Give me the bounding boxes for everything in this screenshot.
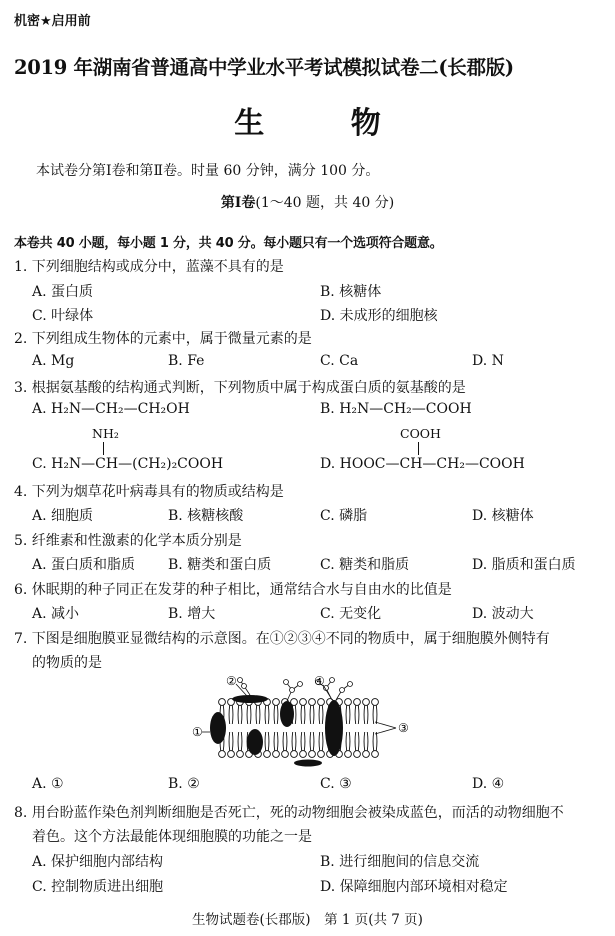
option-c: C. ③ <box>320 776 352 792</box>
option-a: A. ① <box>32 776 64 792</box>
peripheral-protein <box>294 760 322 767</box>
phospholipid-tail <box>238 732 239 751</box>
phospholipid-head <box>300 699 307 706</box>
option-a: A. 蛋白质 <box>32 284 94 300</box>
page-footer: 生物试题卷(长郡版) 第 1 页(共 7 页) <box>192 912 423 928</box>
option-c-side-group: NH₂ <box>92 426 119 441</box>
option-c: C. H₂N—CH—(CH₂)₂COOH <box>32 456 224 472</box>
phospholipid-tail <box>346 732 347 751</box>
phospholipid-tail <box>349 705 350 724</box>
option-d: D. ④ <box>472 776 505 792</box>
phospholipid-head <box>345 699 352 706</box>
label-1: ① <box>192 725 203 739</box>
option-c: C. 无变化 <box>320 606 382 622</box>
bond-line <box>103 442 104 455</box>
phospholipid-tail <box>229 732 230 751</box>
phospholipid-head <box>345 751 352 758</box>
exam-title: 2019 年湖南省普通高中学业水平考试模拟试卷二(长郡版) <box>14 56 514 79</box>
phospholipid-head <box>273 751 280 758</box>
phospholipid-tail <box>268 732 269 751</box>
phospholipid-tail <box>295 732 296 751</box>
phospholipid-head <box>318 699 325 706</box>
phospholipid-tail <box>265 705 266 724</box>
exam-intro: 本试卷分第Ⅰ卷和第Ⅱ卷。时量 60 分钟，满分 100 分。 <box>36 163 380 179</box>
phospholipid-tail <box>376 732 377 751</box>
phospholipid-head <box>372 699 379 706</box>
phospholipid-tail <box>367 732 368 751</box>
phospholipid-head <box>309 751 316 758</box>
option-d: D. HOOC—CH—CH₂—COOH <box>320 456 525 472</box>
question-stem: 3. 根据氨基酸的结构通式判断，下列物质中属于构成蛋白质的氨基酸的是 <box>14 380 466 396</box>
membrane-protein <box>210 712 226 744</box>
question-stem: 4. 下列为烟草花叶病毒具有的物质或结构是 <box>14 484 284 500</box>
option-d: D. 脂质和蛋白质 <box>472 557 576 573</box>
phospholipid-tail <box>238 705 239 724</box>
phospholipid-tail <box>247 705 248 724</box>
phospholipid-head <box>228 751 235 758</box>
option-b: B. 核糖体 <box>320 284 382 300</box>
phospholipid-tail <box>349 732 350 751</box>
option-c: C. Ca <box>320 353 359 369</box>
phospholipid-tail <box>346 705 347 724</box>
phospholipid-tail <box>241 732 242 751</box>
phospholipid-tail <box>304 732 305 751</box>
option-b: B. 进行细胞间的信息交流 <box>320 854 480 870</box>
phospholipid-tail <box>355 705 356 724</box>
option-b: B. ② <box>168 776 200 792</box>
membrane-protein <box>280 701 294 727</box>
phospholipid-head <box>309 699 316 706</box>
phospholipid-tail <box>277 705 278 724</box>
option-b: B. 核糖核酸 <box>168 508 244 524</box>
option-b: B. 增大 <box>168 606 216 622</box>
phospholipid-head <box>291 751 298 758</box>
phospholipid-tail <box>286 732 287 751</box>
phospholipid-tail <box>310 705 311 724</box>
phospholipid-tail <box>358 705 359 724</box>
phospholipid-tail <box>373 705 374 724</box>
phospholipid-tail <box>319 732 320 751</box>
option-a: A. Mg <box>32 353 75 369</box>
option-d: D. 保障细胞内部环境相对稳定 <box>320 879 508 895</box>
option-d: D. 波动大 <box>472 606 534 622</box>
question-stem: 2. 下列组成生物体的元素中，属于微量元素的是 <box>14 331 312 347</box>
option-c: C. 叶绿体 <box>32 308 94 324</box>
phospholipid-tail <box>355 732 356 751</box>
glycoprotein <box>232 695 268 703</box>
option-c: C. 糖类和脂质 <box>320 557 410 573</box>
phospholipid-head <box>264 751 271 758</box>
part-heading <box>0 192 615 212</box>
phospholipid-tail <box>268 705 269 724</box>
phospholipid-head <box>372 751 379 758</box>
question-stem: 7. 下图是细胞膜亚显微结构的示意图。在①②③④不同的物质中，属于细胞膜外侧特有 <box>14 631 550 647</box>
question-stem: 8. 用台盼蓝作染色剂判断细胞是否死亡，死的动物细胞会被染成蓝色，而活的动物细胞不 <box>14 805 564 821</box>
phospholipid-tail <box>265 732 266 751</box>
phospholipid-head <box>219 699 226 706</box>
phospholipid-tail <box>274 732 275 751</box>
phospholipid-tail <box>319 705 320 724</box>
phospholipid-tail <box>373 732 374 751</box>
question-stem: 6. 休眠期的种子同正在发芽的种子相比，通常结合水与自由水的比值是 <box>14 582 452 598</box>
phospholipid-tail <box>364 732 365 751</box>
phospholipid-tail <box>256 705 257 724</box>
phospholipid-head <box>354 751 361 758</box>
phospholipid-tail <box>232 705 233 724</box>
option-d: D. 核糖体 <box>472 508 534 524</box>
label-4: ④ <box>314 674 325 688</box>
phospholipid-head <box>282 751 289 758</box>
phospholipid-tail <box>295 705 296 724</box>
part-range: (1～40 题，共 40 分) <box>255 195 395 211</box>
phospholipid-head <box>273 699 280 706</box>
option-b: B. 糖类和蛋白质 <box>168 557 272 573</box>
confidential-mark: 机密★启用前 <box>14 14 91 29</box>
phospholipid-head <box>237 751 244 758</box>
option-a: A. 保护细胞内部结构 <box>32 854 164 870</box>
bond-line <box>418 442 419 455</box>
label-2: ② <box>226 674 237 688</box>
section-instruction: 本卷共 40 小题，每小题 1 分，共 40 分。每小题只有一个选项符合题意。 <box>14 236 443 251</box>
part-label: 第Ⅰ卷 <box>220 195 256 211</box>
question-stem-continued: 着色。这个方法最能体现细胞膜的功能之一是 <box>32 829 312 845</box>
phospholipid-tail <box>322 732 323 751</box>
phospholipid-head <box>318 751 325 758</box>
phospholipid-tail <box>313 732 314 751</box>
phospholipid-tail <box>241 705 242 724</box>
cell-membrane-diagram <box>192 672 415 768</box>
option-a: A. 减小 <box>32 606 80 622</box>
phospholipid-tail <box>301 732 302 751</box>
phospholipid-tail <box>274 705 275 724</box>
option-a: A. H₂N—CH₂—CH₂OH <box>32 401 190 417</box>
phospholipid-tail <box>358 732 359 751</box>
option-b: B. H₂N—CH₂—COOH <box>320 401 472 417</box>
option-a: A. 蛋白质和脂质 <box>32 557 136 573</box>
phospholipid-head <box>300 751 307 758</box>
option-c: C. 控制物质进出细胞 <box>32 879 164 895</box>
phospholipid-head <box>363 699 370 706</box>
phospholipid-head <box>219 751 226 758</box>
option-d: D. 未成形的细胞核 <box>320 308 438 324</box>
subject-title: 生 物 <box>234 106 419 141</box>
phospholipid-tail <box>229 705 230 724</box>
label-3: ③ <box>398 721 409 735</box>
phospholipid-tail <box>283 732 284 751</box>
phospholipid-tail <box>277 732 278 751</box>
phospholipid-tail <box>304 705 305 724</box>
phospholipid-tail <box>367 705 368 724</box>
phospholipid-tail <box>301 705 302 724</box>
option-b: B. Fe <box>168 353 205 369</box>
phospholipid-tail <box>364 705 365 724</box>
phospholipid-tail <box>310 732 311 751</box>
phospholipid-tail <box>322 705 323 724</box>
question-stem: 5. 纤维素和性激素的化学本质分别是 <box>14 533 242 549</box>
transmembrane-protein <box>325 700 343 756</box>
phospholipid-head <box>354 699 361 706</box>
phospholipid-tail <box>376 705 377 724</box>
phospholipid-tail <box>292 732 293 751</box>
option-d-side-group: COOH <box>400 426 441 441</box>
membrane-protein <box>247 729 263 755</box>
question-stem: 1. 下列细胞结构或成分中，蓝藻不具有的是 <box>14 259 284 275</box>
option-c: C. 磷脂 <box>320 508 368 524</box>
option-a: A. 细胞质 <box>32 508 94 524</box>
option-d: D. N <box>472 353 504 369</box>
phospholipid-head <box>363 751 370 758</box>
question-stem-continued: 的物质的是 <box>32 655 102 671</box>
phospholipid-tail <box>250 705 251 724</box>
phospholipid-tail <box>232 732 233 751</box>
phospholipid-tail <box>259 705 260 724</box>
phospholipid-tail <box>313 705 314 724</box>
